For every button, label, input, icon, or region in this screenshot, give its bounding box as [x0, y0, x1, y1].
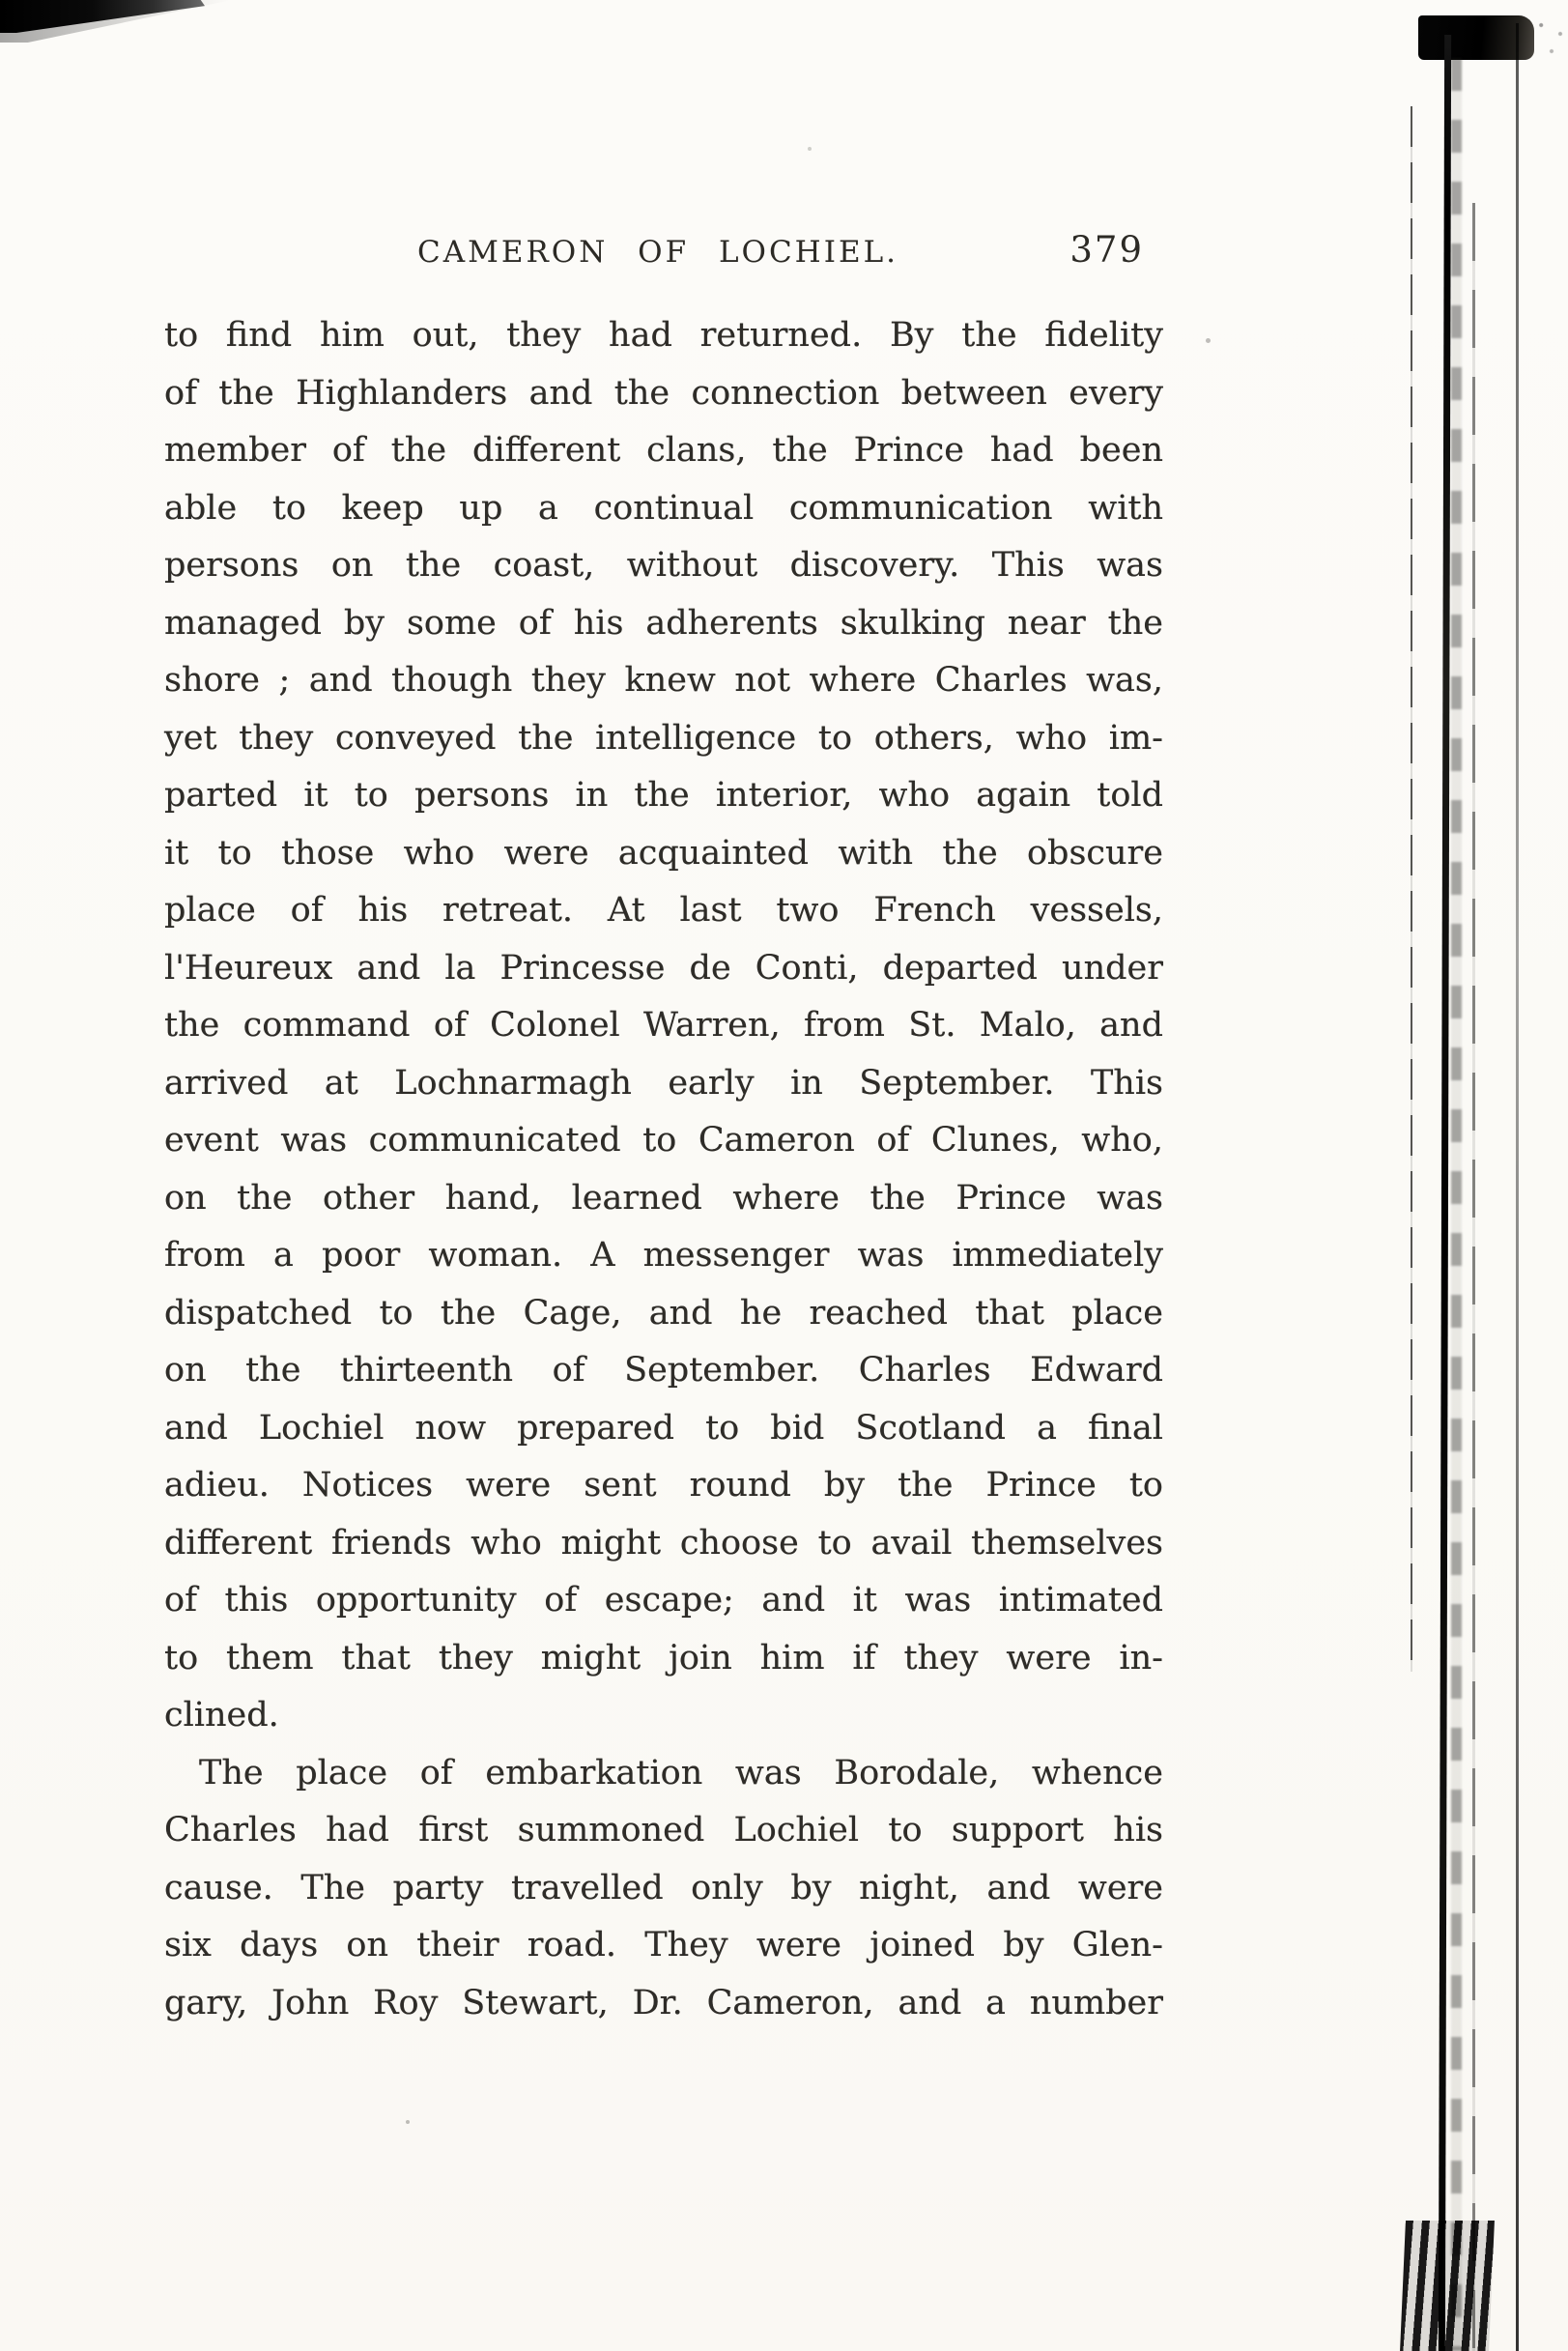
running-title: CAMERON OF LOCHIEL. — [416, 235, 899, 270]
text-line: managed by some of his adherents skulking near the — [164, 603, 1163, 643]
text-line: yet they conveyed the intelligence to others, who im- — [164, 718, 1163, 758]
scan-artifact-stripe — [1439, 35, 1451, 2351]
page-header — [164, 229, 1163, 283]
text-line: of this opportunity of escape; and it was intimated — [164, 1581, 1163, 1620]
text-line: parted it to persons in the interior, who again told — [164, 776, 1163, 815]
text-line: and Lochiel now prepared to bid Scotland a final — [164, 1408, 1163, 1448]
text-line: persons on the coast, without discovery. This was — [164, 546, 1163, 585]
text-line: on the thirteenth of September. Charles Edward — [164, 1351, 1163, 1390]
scan-artifact-stripe — [1516, 23, 1519, 2351]
scan-artifact-speckle — [1534, 14, 1568, 72]
text-line: of the Highlanders and the connection between every — [164, 373, 1163, 413]
scan-artifact-corner-wedge — [0, 0, 205, 33]
text-line: place of his retreat. At last two French vessels, — [164, 891, 1163, 930]
text-line: adieu. Notices were sent round by the Prince to — [164, 1466, 1163, 1505]
text-line: event was communicated to Cameron of Clunes, who, — [164, 1121, 1163, 1160]
text-line: Charles had first summoned Lochiel to support his — [164, 1811, 1163, 1849]
text-line: shore ; and though they knew not where Charles was, — [164, 661, 1163, 700]
scan-artifact-stripe — [1411, 106, 1412, 1672]
text-line: The place of embarkation was Borodale, whence — [199, 1753, 1163, 1792]
ink-speck — [1206, 338, 1211, 343]
text-line: l'Heureux and la Princesse de Conti, departed under — [164, 948, 1163, 988]
text-line: clined. — [164, 1696, 279, 1735]
text-line: to find him out, they had returned. By the fidelity — [164, 316, 1163, 355]
text-line: six days on their road. They were joined by Glen- — [164, 1926, 1163, 1964]
page-number: 379 — [1069, 229, 1144, 271]
text-line: gary, John Roy Stewart, Dr. Cameron, and a number — [164, 1983, 1163, 2022]
text-line: cause. The party travelled only by night, and were — [164, 1868, 1163, 1907]
text-line: dispatched to the Cage, and he reached that place — [164, 1293, 1163, 1333]
text-line: it to those who were acquainted with the obscure — [164, 833, 1163, 873]
text-line: from a poor woman. A messenger was immediately — [164, 1236, 1163, 1275]
text-line: the command of Colonel Warren, from St. Malo, and — [164, 1006, 1163, 1045]
page-body — [164, 307, 1163, 2032]
scan-artifact-stripe — [1451, 58, 1462, 2351]
ink-speck — [808, 147, 812, 151]
text-line: on the other hand, learned where the Prince was — [164, 1178, 1163, 1218]
text-line: to them that they might join him if they were in- — [164, 1638, 1163, 1677]
text-line: member of the different clans, the Prince had been — [164, 431, 1163, 470]
ink-speck — [406, 2120, 410, 2124]
scan-artifact-right-edge — [1389, 0, 1568, 2351]
text-line: different friends who might choose to avail themselves — [164, 1523, 1163, 1563]
text-line: arrived at Lochnarmagh early in September. This — [164, 1063, 1163, 1103]
scan-artifact-bottom-blob — [1400, 2221, 1495, 2351]
scan-artifact-stripe — [1472, 203, 1475, 2351]
text-line: able to keep up a continual communication with — [164, 488, 1163, 528]
